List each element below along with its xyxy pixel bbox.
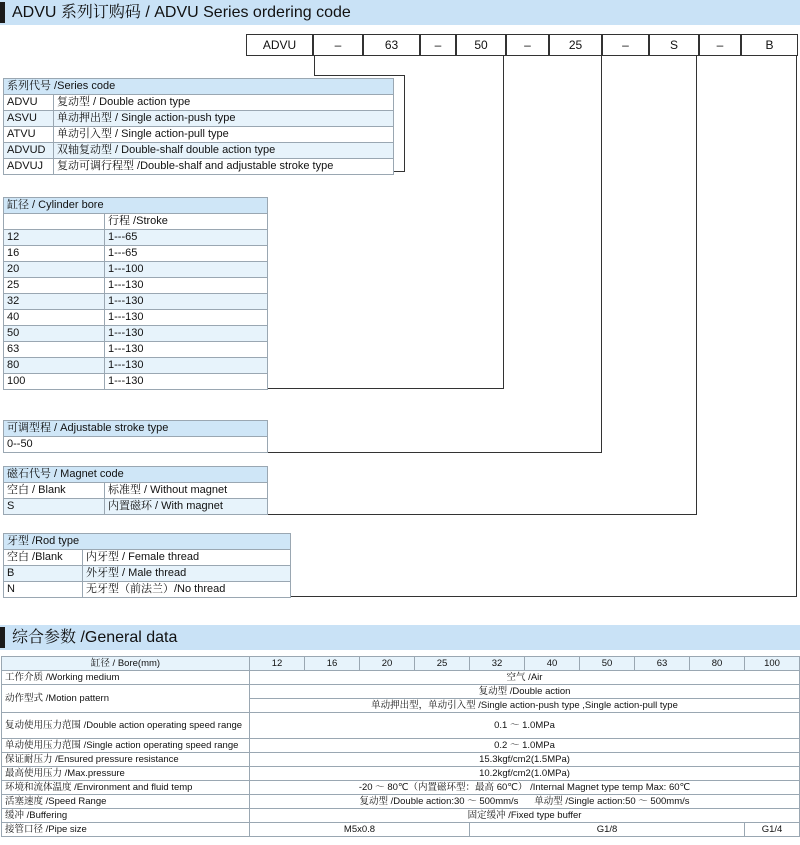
table-row	[4, 326, 268, 342]
ordering-code-title: ADVU 系列订购码 / ADVU Series ordering code	[12, 4, 351, 21]
bore-blank-cell	[4, 214, 105, 230]
connector-magnet-vertical	[696, 56, 697, 515]
series-desc: 单动引入型 / Single action-pull type	[54, 127, 394, 143]
code-dash: –	[699, 34, 741, 56]
medium-label: 工作介质 /Working medium	[2, 671, 250, 685]
speed-value: 复动型 /Double action:30 ～ 500mm/s 单动型 /Single action:50 ～ 500mm/s	[250, 795, 800, 809]
table-row	[2, 753, 800, 767]
ensured-value: 15.3kgf/cm2(1.5MPa)	[250, 753, 800, 767]
pipe-value-medium: G1/8	[470, 823, 745, 837]
series-code-table	[3, 78, 394, 175]
table-row	[4, 310, 268, 326]
bore-value: 100	[4, 374, 105, 390]
code-stroke: 50	[456, 34, 506, 56]
magnet-desc: 内置磁环 / With magnet	[105, 499, 268, 515]
table-row	[4, 358, 268, 374]
series-code: ADVU	[4, 95, 54, 111]
bore-value: 16	[4, 246, 105, 262]
bore-col: 40	[525, 657, 580, 671]
table-row	[4, 566, 291, 582]
code-magnet: S	[649, 34, 699, 56]
banner-accent-bar	[0, 627, 5, 648]
stroke-value: 1---130	[105, 342, 268, 358]
stroke-value: 1---130	[105, 358, 268, 374]
table-row	[4, 499, 268, 515]
table-row	[2, 713, 800, 739]
connector-rod-horizontal	[291, 596, 797, 597]
stroke-value: 1---65	[105, 246, 268, 262]
bore-value: 40	[4, 310, 105, 326]
buffer-label: 缓冲 /Buffering	[2, 809, 250, 823]
series-code: ATVU	[4, 127, 54, 143]
rod-code: N	[4, 582, 83, 598]
series-desc: 复动型 / Double action type	[54, 95, 394, 111]
table-row	[4, 342, 268, 358]
table-row	[4, 127, 394, 143]
table-row	[2, 657, 800, 671]
table-row	[2, 823, 800, 837]
ensured-label: 保证耐压力 /Ensured pressure resistance	[2, 753, 250, 767]
bore-col: 25	[415, 657, 470, 671]
series-desc: 双轴复动型 / Double-shalf double action type	[54, 143, 394, 159]
bore-value: 25	[4, 278, 105, 294]
bore-col: 80	[690, 657, 745, 671]
general-data-banner	[0, 625, 800, 650]
magnet-code: S	[4, 499, 105, 515]
table-row	[4, 246, 268, 262]
table-row	[4, 550, 291, 566]
single-range-value: 0.2 ～ 1.0MPa	[250, 739, 800, 753]
double-range-label: 复动使用压力范围 /Double action operating speed range	[2, 713, 250, 739]
bore-col: 16	[305, 657, 360, 671]
bore-col: 50	[580, 657, 635, 671]
pipe-value-large: G1/4	[745, 823, 800, 837]
rod-type-table	[3, 533, 291, 598]
bore-header: 缸径 / Cylinder bore	[4, 198, 268, 214]
code-dash: –	[420, 34, 456, 56]
stroke-value: 1---100	[105, 262, 268, 278]
rod-desc: 内牙型 / Female thread	[83, 550, 291, 566]
series-code: ASVU	[4, 111, 54, 127]
magnet-code-table	[3, 466, 268, 515]
table-row	[2, 781, 800, 795]
table-row	[4, 95, 394, 111]
temperature-value: -20 ～ 80℃（内置磁环型：最高 60℃） /Internal Magnet type temp Max: 60℃	[250, 781, 800, 795]
code-adjustable-stroke: 25	[549, 34, 602, 56]
series-code-header: 系列代号 /Series code	[4, 79, 394, 95]
code-dash: –	[602, 34, 649, 56]
general-data-table	[1, 656, 800, 837]
table-row	[2, 739, 800, 753]
double-range-value: 0.1 ～ 1.0MPa	[250, 713, 800, 739]
bore-col: 63	[635, 657, 690, 671]
bore-col: 12	[250, 657, 305, 671]
stroke-value: 1---130	[105, 310, 268, 326]
bore-value: 63	[4, 342, 105, 358]
table-row	[4, 230, 268, 246]
code-rod: B	[741, 34, 798, 56]
pipe-value-small: M5x0.8	[250, 823, 470, 837]
motion-value-single: 单动押出型，单动引入型 /Single action-push type ,Single action-pull type	[250, 699, 800, 713]
adjustable-stroke-table	[3, 420, 268, 453]
bore-col: 32	[470, 657, 525, 671]
bore-col: 100	[745, 657, 800, 671]
series-code: ADVUD	[4, 143, 54, 159]
max-pressure-value: 10.2kgf/cm2(1.0MPa)	[250, 767, 800, 781]
code-dash: –	[506, 34, 549, 56]
table-row	[4, 111, 394, 127]
code-series: ADVU	[246, 34, 313, 56]
table-row	[2, 767, 800, 781]
bore-value: 12	[4, 230, 105, 246]
bore-value: 32	[4, 294, 105, 310]
connector-magnet-horizontal	[268, 514, 697, 515]
pipe-label: 接管口径 /Pipe size	[2, 823, 250, 837]
table-row	[2, 795, 800, 809]
table-row	[4, 374, 268, 390]
rod-code: 空白 /Blank	[4, 550, 83, 566]
stroke-value: 1---130	[105, 278, 268, 294]
rod-header: 牙型 /Rod type	[4, 534, 291, 550]
stroke-header: 行程 /Stroke	[105, 214, 268, 230]
table-row	[2, 671, 800, 685]
table-row	[4, 582, 291, 598]
code-bore: 63	[363, 34, 420, 56]
stroke-value: 1---65	[105, 230, 268, 246]
bore-label: 缸径 / Bore(mm)	[2, 657, 250, 671]
code-dash: –	[313, 34, 363, 56]
table-row	[4, 294, 268, 310]
general-data-title: 综合参数 /General data	[12, 629, 178, 646]
table-row	[2, 809, 800, 823]
buffer-value: 固定缓冲 /Fixed type buffer	[250, 809, 800, 823]
single-range-label: 单动使用压力范围 /Single action operating speed range	[2, 739, 250, 753]
table-row	[4, 278, 268, 294]
bore-value: 20	[4, 262, 105, 278]
connector-stroke-vertical	[503, 56, 504, 389]
magnet-header: 磁石代号 / Magnet code	[4, 467, 268, 483]
table-row	[4, 262, 268, 278]
rod-code: B	[4, 566, 83, 582]
rod-desc: 外牙型 / Male thread	[83, 566, 291, 582]
table-row	[4, 483, 268, 499]
series-code: ADVUJ	[4, 159, 54, 175]
connector-stroke-horizontal	[268, 388, 504, 389]
connector-rod-vertical	[796, 56, 797, 597]
connector-series-end	[393, 171, 405, 172]
bore-value: 50	[4, 326, 105, 342]
rod-desc: 无牙型（前法兰）/No thread	[83, 582, 291, 598]
medium-value: 空气 /Air	[250, 671, 800, 685]
bore-value: 80	[4, 358, 105, 374]
max-pressure-label: 最高使用压力 /Max.pressure	[2, 767, 250, 781]
stroke-value: 1---130	[105, 294, 268, 310]
table-row	[4, 159, 394, 175]
connector-series-top	[314, 56, 315, 76]
magnet-desc: 标准型 / Without magnet	[105, 483, 268, 499]
stroke-value: 1---130	[105, 326, 268, 342]
adjustable-header: 可调型程 / Adjustable stroke type	[4, 421, 268, 437]
table-row	[4, 143, 394, 159]
banner-accent-bar	[0, 2, 5, 23]
series-desc: 单动押出型 / Single action-push type	[54, 111, 394, 127]
connector-series-horizontal	[314, 75, 405, 76]
adjustable-value: 0--50	[4, 437, 268, 453]
speed-label: 活塞速度 /Speed Range	[2, 795, 250, 809]
motion-label: 动作型式 /Motion pattern	[2, 685, 250, 713]
bore-col: 20	[360, 657, 415, 671]
connector-adjustable-horizontal	[268, 452, 602, 453]
connector-series-vertical	[404, 75, 405, 172]
stroke-value: 1---130	[105, 374, 268, 390]
temperature-label: 环境和流体温度 /Environment and fluid temp	[2, 781, 250, 795]
table-row	[2, 685, 800, 699]
bore-stroke-table	[3, 197, 268, 390]
magnet-code: 空白 / Blank	[4, 483, 105, 499]
motion-value-double: 复动型 /Double action	[250, 685, 800, 699]
ordering-code-banner	[0, 0, 800, 25]
connector-adjustable-vertical	[601, 56, 602, 453]
series-desc: 复动可调行程型 /Double-shalf and adjustable stroke type	[54, 159, 394, 175]
